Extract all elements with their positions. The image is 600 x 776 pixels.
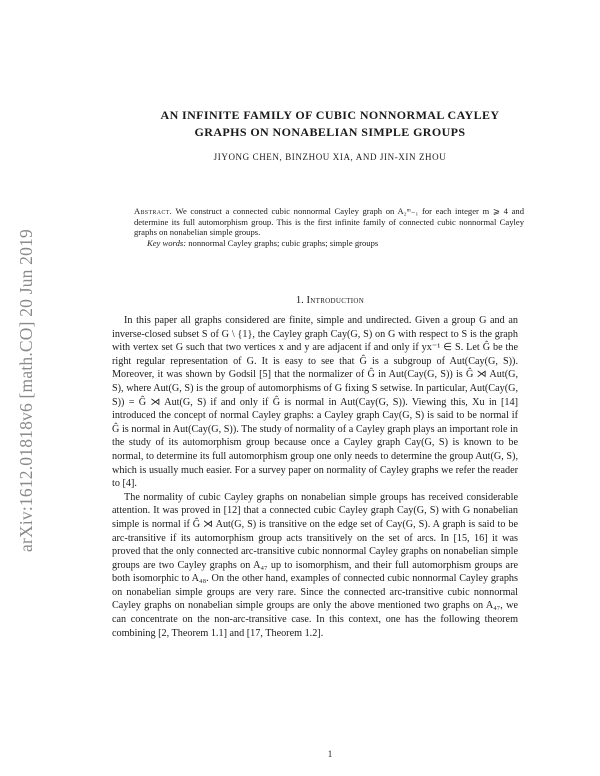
body-paragraph-1: In this paper all graphs considered are finite, simple and undirected. Given a group G and an inverse-closed subset S of G \ {1}, the Cayley graph Cay(G, S) on G with respect to S is the graph with vertex set G such that two vertices x and y are adjacent if and only if yx⁻¹ ∈ S. Let Ĝ be the right regular representation of G. It is easy to see that Ĝ is a subgroup of Aut(Cay(G, S)). Moreover, it was shown by Godsil [5] that the normalizer of Ĝ in Aut(Cay(G, S)) is Ĝ ⋊ Aut(G, S), where Aut(G, S) is the group of automorphisms of G fixing S setwise. In particular, Aut(Cay(G, S)) = Ĝ ⋊ Aut(G, S) if and only if Ĝ is normal in Aut(Cay(G, S)). Viewing this, Xu in [14] introduced the concept of normal Cayley graphs: a Cayley graph Cay(G, S) is said to be normal if Ĝ is normal in Aut(Cay(G, S)). The study of normality of a Cayley graph plays an important role in the study of its automorphism group because once a Cayley graph Cay(G, S) is known to be normal, to determine its full automorphism group one only needs to determine the group Aut(G, S), which is usually much easier. For a survey paper on normality of Cayley graphs we refer the reader to [4]. xyxy=(112,315,518,490)
section-title: Introduction xyxy=(306,295,365,306)
keywords-label: Key words: xyxy=(147,237,187,248)
section-heading xyxy=(100,295,560,306)
section-body xyxy=(112,314,518,640)
page-number: 1 xyxy=(327,749,333,759)
paper-title-line-2: GRAPHS ON NONABELIAN SIMPLE GROUPS xyxy=(194,125,466,139)
arxiv-identifier-margin xyxy=(10,170,42,610)
abstract-text: We construct a connected cubic nonnormal Cayley graph on A₂ᵐ₋₁ for each integer m ⩾ 4 and determine its full automorphism group. This is the first infinite family of connected cubic nonnormal Cayley graphs on nonabelian simple groups. xyxy=(134,206,524,238)
abstract-block xyxy=(134,206,524,248)
paper-title xyxy=(100,107,560,141)
paper-authors: JIYONG CHEN, BINZHOU XIA, AND JIN-XIN ZHOU xyxy=(213,152,447,162)
keywords-line xyxy=(134,238,524,249)
section-number: 1. xyxy=(295,295,304,306)
body-paragraph-2: The normality of cubic Cayley graphs on nonabelian simple groups has received considerable attention. It was proved in [12] that a connected cubic Cayley graph Cay(G, S) with G nonabelian simple is normal if Ĝ ⋊ Aut(G, S) is transitive on the edge set of Cay(G, S). A graph is said to be arc-transitive if its automorphism group acts transitively on the set of arcs. In [15, 16] it was proved that the only connected arc-transitive cubic nonnormal Cayley graphs on nonabelian simple groups are two Cayley graphs on A₄₇ up to isomorphism, and their full automorphism groups are both isomorphic to A₄₈. On the other hand, examples of connected cubic nonnormal Cayley graphs on nonabelian simple groups are very rare. Since the connected arc-transitive cubic nonnormal Cayley graphs on nonabelian simple groups are only the above mentioned two graphs on A₄₇, we can concentrate on the non-arc-transitive case. In this context, one has the following theorem combining [2, Theorem 1.1] and [17, Theorem 1.2]. xyxy=(112,491,518,639)
abstract-paragraph xyxy=(134,206,524,238)
keywords-text: nonnormal Cayley graphs; cubic graphs; simple groups xyxy=(188,237,379,248)
arxiv-identifier: arXiv:1612.01818v6 [math.CO] 20 Jun 2019 xyxy=(15,228,36,552)
paper-title-line-1: AN INFINITE FAMILY OF CUBIC NONNORMAL CAYLEY xyxy=(160,108,500,122)
abstract-label: Abstract. xyxy=(134,206,173,216)
